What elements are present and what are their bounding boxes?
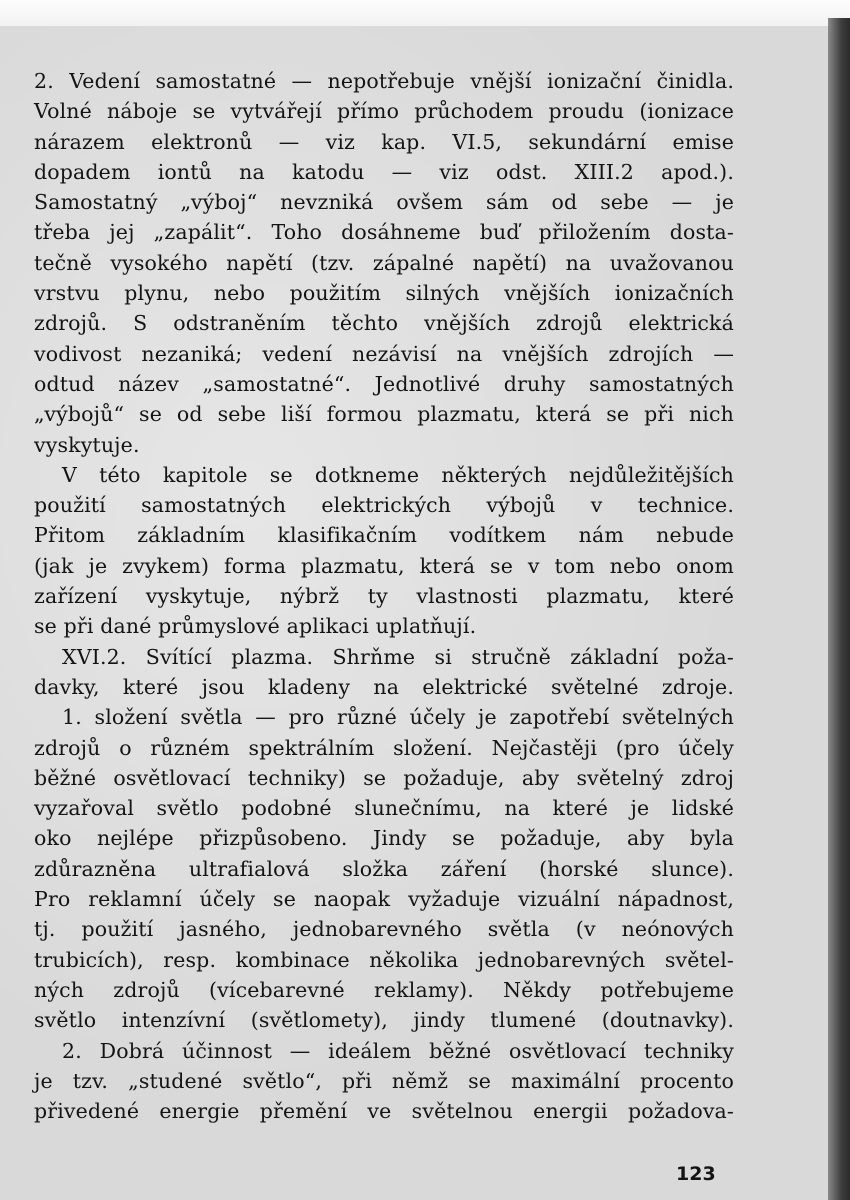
text-line: 2. Vedení samostatné — nepotřebuje vnější ionizační činidla. bbox=[34, 69, 734, 93]
text-line: davky, které jsou kladeny na elektrické světelné zdroje. bbox=[34, 674, 734, 699]
text-line: „výbojů“ se od sebe liší formou plazmatu, která se při nich bbox=[34, 402, 734, 427]
text-line: ných zdrojů (vícebarevné reklamy). Někdy potřebujeme bbox=[34, 977, 734, 1002]
text-line: světlo intenzívní (světlomety), jindy tlumené (doutnavky). bbox=[34, 1008, 734, 1033]
text-line: vodivost nezaniká; vedení nezávisí na vnějších zdrojích — bbox=[34, 341, 734, 366]
text-line: Volné náboje se vytvářejí přímo průchodem proudu (ionizace bbox=[34, 99, 734, 124]
page-top-edge bbox=[0, 0, 850, 26]
text-line: oko nejlépe přizpůsobeno. Jindy se požaduje, aby byla bbox=[34, 826, 734, 851]
text-line: zařízení vyskytuje, nýbrž ty vlastnosti plazmatu, které bbox=[34, 584, 734, 609]
section-heading-line: XVI.2. Svítící plazma. Shrňme si stručně základní poža- bbox=[62, 644, 734, 669]
text-line: (jak je zvykem) forma plazmatu, která se v tom nebo onom bbox=[34, 553, 734, 578]
text-line: 1. složení světla — pro různé účely je zapotřebí světelných bbox=[62, 705, 734, 730]
text-line: Přitom základním klasifikačním vodítkem nám nebude bbox=[34, 523, 734, 548]
book-spine-shadow bbox=[828, 18, 850, 1200]
page-number: 123 bbox=[676, 1163, 716, 1185]
text-line: vrstvu plynu, nebo použitím silných vnějších ionizačních bbox=[34, 281, 734, 306]
text-line: dopadem iontů na katodu — viz odst. XIII.2 apod.). bbox=[34, 159, 734, 184]
text-line: vyzařoval světlo podobné slunečnímu, na které je lidské bbox=[34, 796, 734, 821]
text-line: třeba jej „zapálit“. Toho dosáhneme buď přiložením dosta- bbox=[34, 220, 734, 245]
text-line: vyskytuje. bbox=[34, 432, 140, 457]
text-line: přivedené energie přemění ve světelnou energii požadova- bbox=[34, 1099, 734, 1124]
text-line: použití samostatných elektrických výbojů v technice. bbox=[34, 493, 734, 518]
text-line: zdrojů o různém spektrálním složení. Nejčastěji (pro účely bbox=[34, 735, 734, 760]
text-line: V této kapitole se dotkneme některých nejdůležitějších bbox=[62, 462, 734, 487]
text-line: odtud název „samostatné“. Jednotlivé druhy samostatných bbox=[34, 371, 734, 396]
text-line: se při dané průmyslové aplikaci uplatňují. bbox=[34, 614, 477, 639]
text-line: zdrojů. S odstraněním těchto vnějších zdrojů elektrická bbox=[34, 311, 734, 336]
text-line: nárazem elektronů — viz kap. VI.5, sekundární emise bbox=[34, 129, 734, 154]
text-line: tj. použití jasného, jednobarevného světla (v neónových bbox=[34, 917, 734, 942]
text-line: zdůrazněna ultrafialová složka záření (horské slunce). bbox=[34, 856, 734, 881]
text-line: Pro reklamní účely se naopak vyžaduje vizuální nápadnost, bbox=[34, 887, 734, 912]
text-line: tečně vysokého napětí (tzv. zápalné napětí) na uvažovanou bbox=[34, 250, 734, 275]
text-line: běžné osvětlovací techniky) se požaduje, aby světelný zdroj bbox=[34, 765, 734, 790]
page-text bbox=[34, 66, 734, 1126]
text-line: trubicích), resp. kombinace několika jednobarevných světel- bbox=[34, 947, 734, 972]
text-line: je tzv. „studené světlo“, při němž se maximální procento bbox=[34, 1068, 734, 1093]
text-line: Samostatný „výboj“ nevzniká ovšem sám od sebe — je bbox=[34, 190, 734, 215]
text-line: 2. Dobrá účinnost — ideálem běžné osvětlovací techniky bbox=[62, 1038, 734, 1063]
